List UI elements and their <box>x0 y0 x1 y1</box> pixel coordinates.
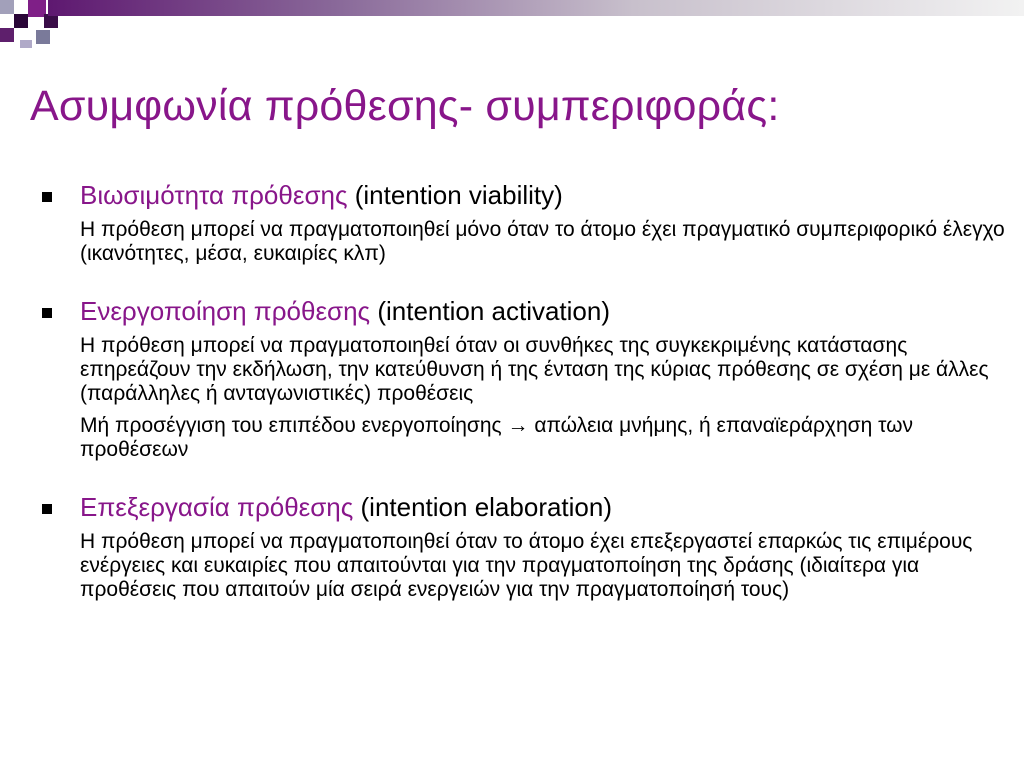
decor-square <box>0 0 14 14</box>
decor-square <box>14 14 28 28</box>
bullet-english-term: (intention viability) <box>354 180 563 210</box>
bullet-item <box>40 180 1010 266</box>
bullet-english-term: (intention activation) <box>377 296 611 326</box>
bullet-term: Ενεργοποίηση πρόθεσης <box>80 296 371 326</box>
decor-square <box>36 30 50 44</box>
bullet-english-term: (intention elaboration) <box>360 492 613 522</box>
bullet-description: Η πρόθεση μπορεί να πραγματοποιηθεί μόνο όταν το άτομο έχει πραγματικό συμπεριφορικό έλεγχο (ικανότητες, μέσα, ευκαιρίες κλπ) <box>80 218 1005 265</box>
slide-content <box>40 180 1010 602</box>
bullet-description: Η πρόθεση μπορεί να πραγματοποιηθεί όταν το άτομο έχει επεξεργαστεί επαρκώς τις επιμέρους ενέργειες και ευκαιρίες που απαιτούνται για την πραγματοποίηση της δράσης (ιδιαίτερα για προθέσεις που απαιτούν μία σειρά ενεργειών για την πραγματοποίησή τους) <box>80 530 973 601</box>
bullet-item <box>40 296 1010 462</box>
decor-square <box>0 28 14 42</box>
bullet-item <box>40 492 1010 602</box>
bullet-heading <box>40 180 1010 210</box>
bullet-heading <box>40 296 1010 326</box>
header-gradient-bar <box>48 0 1024 16</box>
square-bullet-icon <box>42 308 52 318</box>
bullet-term: Βιωσιμότητα πρόθεσης <box>80 180 348 210</box>
square-bullet-icon <box>42 192 52 202</box>
bullet-description: Μή προσέγγιση του επιπέδου ενεργοποίησης → απώλεια μνήμης, ή επαναϊεράρχηση των προθέσεων <box>80 414 913 461</box>
bullet-description: Η πρόθεση μπορεί να πραγματοποιηθεί όταν οι συνθήκες της συγκεκριμένης κατάστασης επηρεάζουν την εκδήλωση, την κατεύθυνση ή της ένταση της κύριας πρόθεσης σε σχέση με άλλες (παράλληλες ή ανταγωνιστικές) προθέσεις <box>80 334 989 405</box>
slide-title: Ασυμφωνία πρόθεσης- συμπεριφοράς: <box>30 82 780 130</box>
decor-square <box>44 14 58 28</box>
decor-square <box>20 40 32 48</box>
bullet-term: Επεξεργασία πρόθεσης <box>80 492 354 522</box>
square-bullet-icon <box>42 504 52 514</box>
bullet-heading <box>40 492 1010 522</box>
